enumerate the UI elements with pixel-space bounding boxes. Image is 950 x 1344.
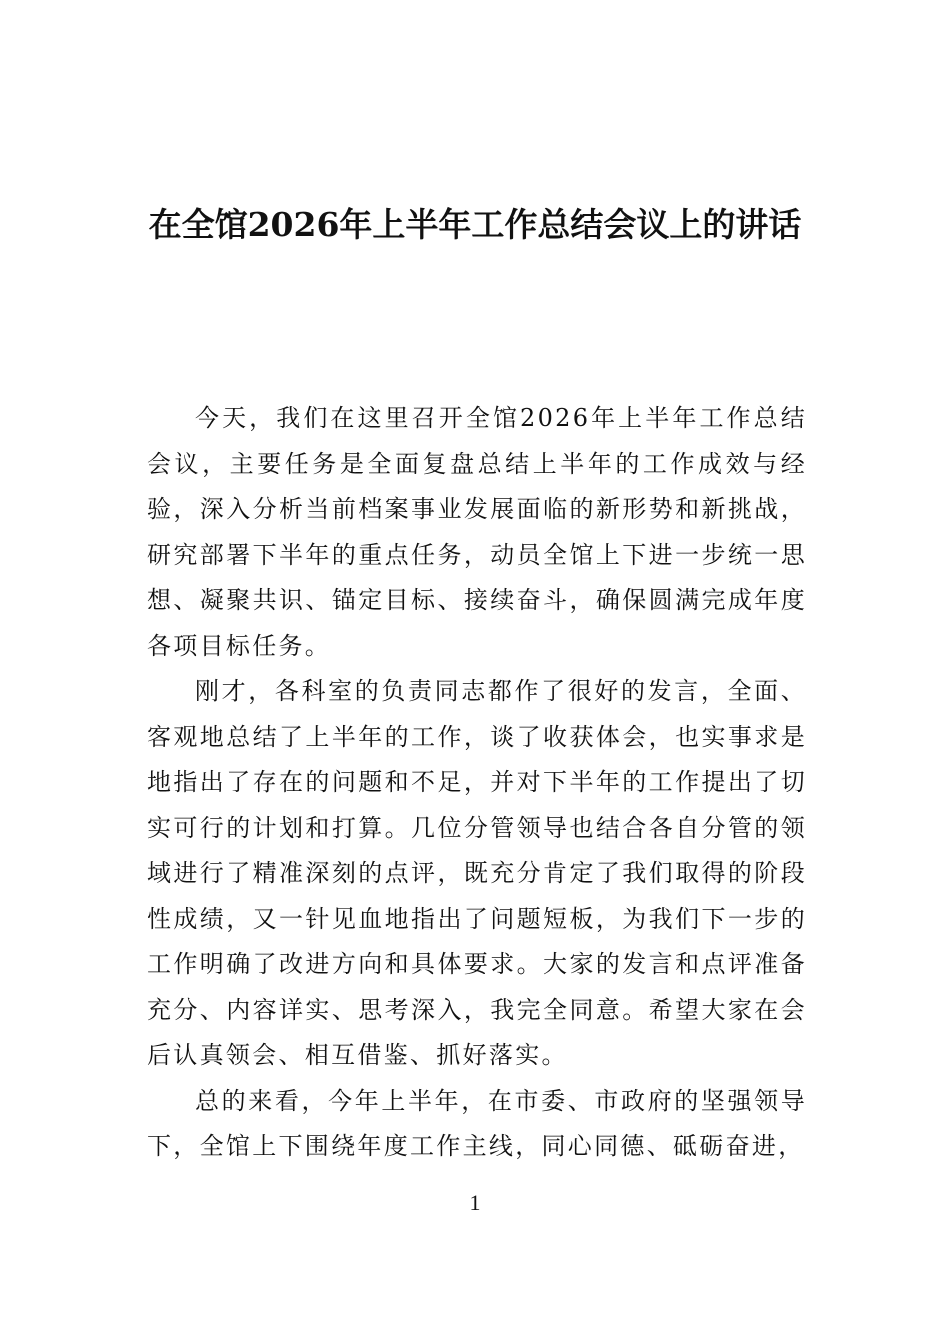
paragraph-opening: 今天，我们在这里召开全馆2026年上半年工作总结会议，主要任务是全面复盘总结上半年的工作成效与经验，深入分析当前档案事业发展面临的新形势和新挑战，研究部署下半年的重点任务，动员全馆上下进一步统一思想、凝聚共识、锚定目标、接续奋斗，确保圆满完成年度各项目标任务。 [147, 404, 807, 660]
page-number: 1 [469, 1190, 481, 1215]
paragraph-overview: 总的来看，今年上半年，在市委、市政府的坚强领导下，全馆上下围绕年度工作主线，同心同德、砥砺奋进， [147, 1086, 807, 1160]
document-title: 在全馆2026年上半年工作总结会议上的讲话 [148, 205, 802, 244]
document-body [147, 396, 807, 1170]
paragraph-speeches-review: 刚才，各科室的负责同志都作了很好的发言，全面、客观地总结了上半年的工作，谈了收获体会，也实事求是地指出了存在的问题和不足，并对下半年的工作提出了切实可行的计划和打算。几位分管领导也结合各自分管的领域进行了精准深刻的点评，既充分肯定了我们取得的阶段性成绩，又一针见血地指出了问题短板，为我们下一步的工作明确了改进方向和具体要求。大家的发言和点评准备充分、内容详实、思考深入，我完全同意。希望大家在会后认真领会、相互借鉴、抓好落实。 [147, 677, 807, 1069]
